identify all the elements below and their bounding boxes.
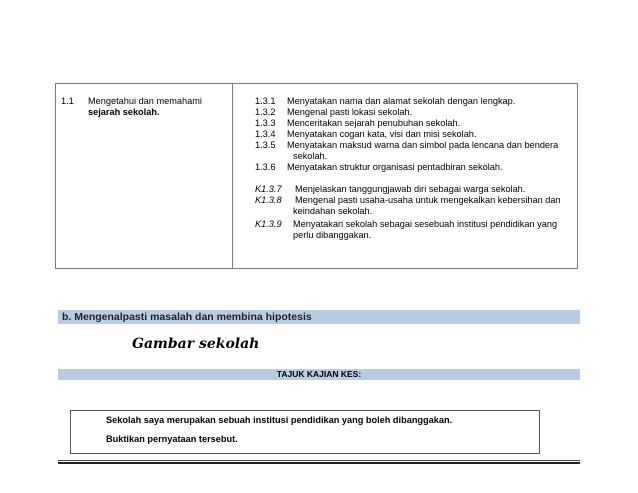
image-caption: Gambar sekolah: [132, 336, 260, 352]
outcome-code: 1.3.5: [255, 140, 276, 150]
footer-divider: [58, 460, 580, 461]
case-title: TAJUK KAJIAN KES:: [276, 369, 362, 379]
outcome-code: 1.3.2: [255, 107, 276, 117]
case-task: Buktikan pernyataan tersebut.: [106, 434, 238, 444]
objective-line1: Mengetahui dan memahami: [88, 96, 202, 106]
footer-divider-thick: [58, 462, 580, 464]
outcome-text: Menceritakan sejarah penubuhan sekolah.: [287, 118, 461, 128]
k-outcome-code: K1.3.7: [255, 184, 282, 194]
k-outcome-code: K1.3.9: [255, 219, 282, 229]
outcome-text: Mengenal pasti lokasi sekolah.: [287, 107, 413, 117]
k-outcome-text: Menyatakan sekolah sebagai sesebuah institusi pendidikan yang: [293, 219, 558, 229]
case-statement: Sekolah saya merupakan sebuah institusi pendidikan yang boleh dibanggakan.: [106, 415, 453, 425]
k-outcome-text: Menjelaskan tanggungjawab diri sebagai warga sekolah.: [295, 184, 526, 194]
outcome-code: 1.3.6: [255, 162, 276, 172]
outcome-text: Menyatakan cogan kata, visi dan misi sekolah.: [287, 129, 477, 139]
table-column-divider: [232, 83, 233, 269]
outcome-code: 1.3.3: [255, 118, 276, 128]
outcome-text-cont: sekolah.: [293, 151, 328, 161]
k-outcome-text-cont: keindahan sekolah.: [293, 206, 373, 216]
k-outcome-text: Mengenal pasti usaha-usaha untuk mengekalkan kebersihan dan: [295, 195, 561, 205]
section-b-title: b. Mengenalpasti masalah dan membina hipotesis: [62, 311, 312, 323]
outcome-text: Menyatakan nama dan alamat sekolah dengan lengkap.: [287, 96, 516, 106]
outcome-code: 1.3.4: [255, 129, 276, 139]
outcome-code: 1.3.1: [255, 96, 276, 106]
k-outcome-code: K1.3.8: [255, 195, 282, 205]
outcome-text: Menyatakan maksud warna dan simbol pada lencana dan bendera: [287, 140, 559, 150]
objective-line2: sejarah sekolah.: [88, 107, 160, 117]
outcome-text: Menyatakan struktur organisasi pentadbiran sekolah.: [287, 162, 503, 172]
objective-number: 1.1: [61, 96, 74, 106]
k-outcome-text-cont: perlu dibanggakan.: [293, 230, 372, 240]
